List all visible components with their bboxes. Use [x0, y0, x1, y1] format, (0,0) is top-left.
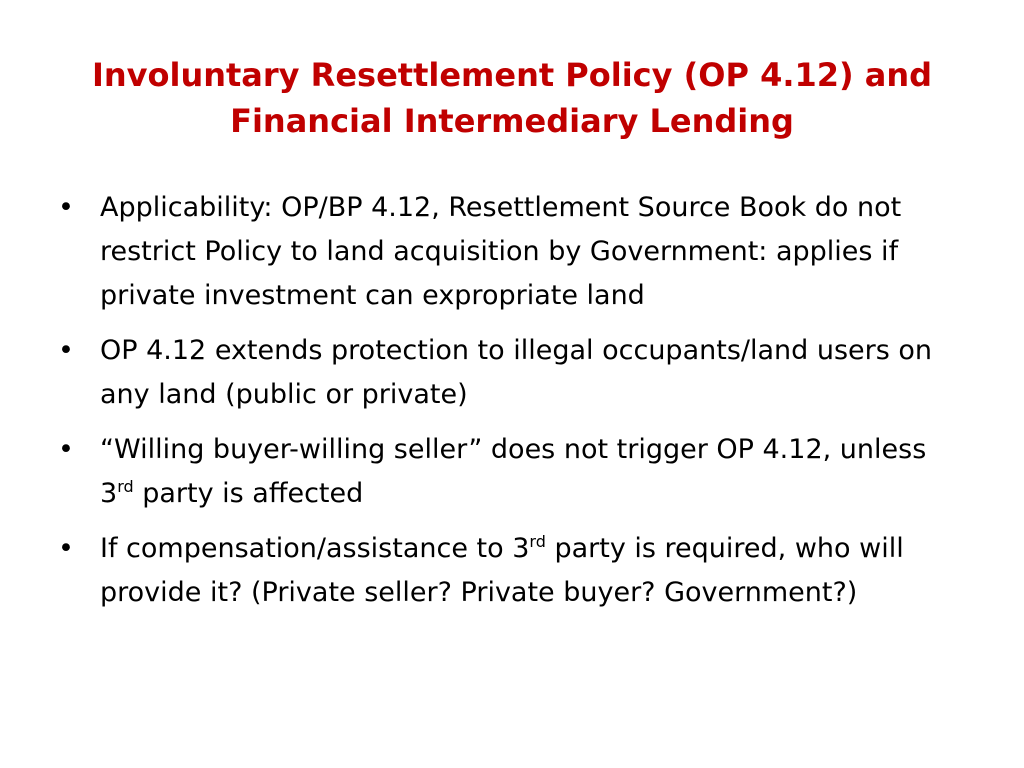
bullet-text-after: party is affected	[133, 478, 364, 509]
bullet-text-superscript: rd	[529, 532, 546, 551]
bullet-item-willing-buyer	[58, 428, 968, 516]
bullet-icon: •	[58, 335, 74, 366]
bullet-list	[58, 186, 968, 626]
bullet-icon: •	[58, 192, 74, 223]
bullet-text: OP 4.12 extends protection to illegal occupants/land users on any land (public or private)	[100, 335, 933, 410]
slide-title-line-1: Involuntary Resettlement Policy (OP 4.12) and	[91, 56, 933, 94]
bullet-item-applicability	[58, 186, 968, 318]
bullet-text: Applicability: OP/BP 4.12, Resettlement Source Book do not restrict Policy to land acquisition by Government: applies if private investment can expropriate land	[100, 192, 902, 311]
bullet-item-protection	[58, 329, 968, 417]
slide-title	[60, 52, 964, 144]
bullet-item-compensation	[58, 527, 968, 615]
bullet-text-before: “Willing buyer-willing seller” does not trigger OP 4.12, unless 3	[100, 434, 927, 509]
bullet-text-superscript: rd	[117, 477, 134, 496]
bullet-icon: •	[58, 434, 74, 465]
slide-title-line-2: Financial Intermediary Lending	[230, 102, 794, 140]
bullet-text-after: party is required, who will provide it? (Private seller? Private buyer? Government?)	[100, 533, 904, 608]
bullet-icon: •	[58, 533, 74, 564]
bullet-text-before: If compensation/assistance to 3	[100, 533, 530, 564]
